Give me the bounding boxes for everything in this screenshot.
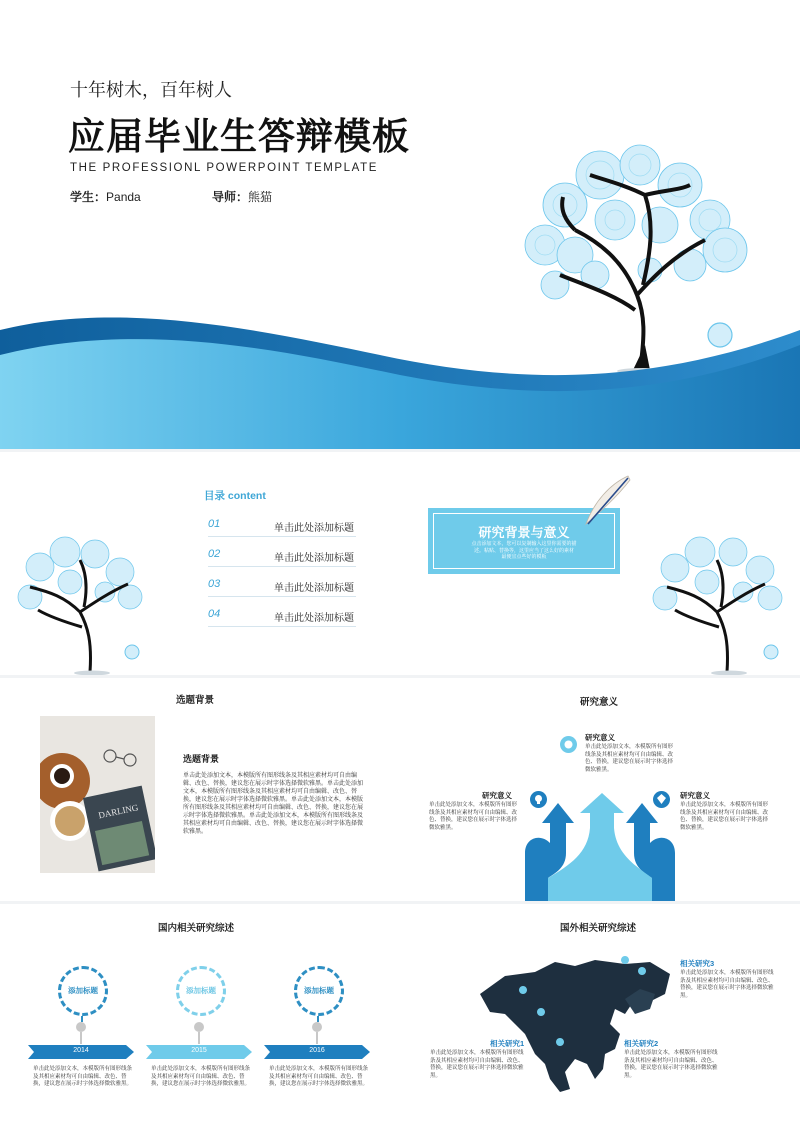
student-info xyxy=(70,188,141,205)
toc-label: 单击此处添加标题 xyxy=(274,613,354,624)
section-desc-line: 点击添加文本，您可以复制输入这里你需要的描 xyxy=(471,541,577,547)
timeline-label: 添加标题 xyxy=(68,986,98,995)
advisor-label: 导师： xyxy=(212,190,249,204)
toc-title: 目录 content xyxy=(204,490,266,502)
cover-wave-decoration xyxy=(0,300,800,452)
study-title: 相关研究1 xyxy=(490,1039,525,1048)
timeline-year: 2016 xyxy=(309,1047,325,1054)
section-description xyxy=(442,541,606,561)
study-title: 相关研究3 xyxy=(680,959,715,968)
advisor-info xyxy=(212,188,272,205)
section-desc-line: 最便宜点些好的模板 xyxy=(501,554,547,560)
section-desc-line: 述。粘贴、替换等，这里应当了这么好的素材 xyxy=(473,547,574,554)
toc-number: 01 xyxy=(208,518,221,530)
point-icon-circle xyxy=(560,736,577,753)
point-body: 单击此处添加文本，本模版所有图形线条及其相应素材均可自由编辑、改色、替换，建议您在展示时字体选择微软雅黑。 xyxy=(429,802,518,831)
coffee-book-photo xyxy=(40,716,155,873)
point-title: 研究意义 xyxy=(482,791,512,800)
feather-pen-icon xyxy=(580,472,640,532)
left-body-text: 单击此处添加文本，本模版所有图形线条及其相应素材均可自由编辑、改色、替换，建议您在展示时字体选择微软雅黑。单击此处添加文本，本模版所有图形线条及其相应素材均可自由编辑、改色、替换，建议您在展示时字体选择微软雅黑。单击此处添加文本，本模版所有图形线条及其相应素材均可自由编辑、改色、替换，建议您在展示时字体选择微软雅黑。单击此处添加文本，本模版所有图形线条及其相应素材均可自由编辑、改色、替换，建议您在展示时字体选择微软雅黑。 xyxy=(183,773,364,835)
toc-item-3[interactable] xyxy=(208,576,356,597)
student-label: 学生： xyxy=(70,190,107,204)
left-tree-illustration xyxy=(10,532,150,677)
cover-english-subtitle: THE PROFESSIONL POWERPOINT TEMPLATE xyxy=(70,162,378,174)
toc-label: 单击此处添加标题 xyxy=(274,583,354,594)
toc-number: 04 xyxy=(208,608,221,620)
toc-number: 02 xyxy=(208,548,221,560)
chart-icon xyxy=(560,736,577,753)
timeline-label: 添加标题 xyxy=(304,986,334,995)
student-name: Panda xyxy=(106,190,141,204)
slide-cover xyxy=(0,0,800,452)
left-heading: 国内相关研究综述 xyxy=(158,923,235,934)
toc-label: 单击此处添加标题 xyxy=(274,523,354,534)
point-title: 研究意义 xyxy=(680,791,710,800)
point-title: 研究意义 xyxy=(585,733,615,742)
timeline-stem xyxy=(316,1032,318,1044)
timeline-pin xyxy=(312,1022,322,1032)
cover-title: 应届毕业生答辩模板 xyxy=(68,116,410,157)
timeline-year: 2015 xyxy=(191,1047,207,1054)
study-body: 单击此处添加文本，本模版所有图形线条及其相应素材均可自由编辑、改色、替换，建议您在展示时字体选择微软雅黑。 xyxy=(624,1050,718,1079)
left-heading: 选题背景 xyxy=(176,695,215,706)
section-title: 研究背景与意义 xyxy=(478,525,570,540)
timeline-pin xyxy=(194,1022,204,1032)
timeline-body: 单击此处添加文本，本模版所有图形线条及其相应素材均可自由编辑、改色、替换，建议您在展示时字体选择微软雅黑。 xyxy=(151,1066,251,1087)
advisor-name: 熊猫 xyxy=(248,190,273,204)
timeline-body: 单击此处添加文本，本模版所有图形线条及其相应素材均可自由编辑、改色、替换，建议您在展示时字体选择微软雅黑。 xyxy=(269,1066,369,1087)
toc-item-2[interactable] xyxy=(208,546,356,567)
study-body: 单击此处添加文本，本模版所有图形线条及其相应素材均可自由编辑、改色、替换，建议您在展示时字体选择微软雅黑。 xyxy=(430,1050,524,1079)
growth-arrows-graphic xyxy=(520,793,680,904)
slide-literature-review xyxy=(0,904,800,1130)
right-heading: 研究意义 xyxy=(580,697,619,708)
timeline-body: 单击此处添加文本，本模版所有图形线条及其相应素材均可自由编辑、改色、替换，建议您在展示时字体选择微软雅黑。 xyxy=(33,1066,133,1087)
study-body: 单击此处添加文本，本模版所有图形线条及其相应素材均可自由编辑、改色、替换，建议您在展示时字体选择微软雅黑。 xyxy=(680,970,774,999)
point-body: 单击此处添加文本，本模版所有图形线条及其相应素材均可自由编辑、改色、替换，建议您在展示时字体选择微软雅黑。 xyxy=(680,802,769,831)
timeline-circle[interactable] xyxy=(176,966,226,1016)
right-heading: 国外相关研究综述 xyxy=(560,923,637,934)
timeline-circle[interactable] xyxy=(294,966,344,1016)
point-body: 单击此处添加文本，本模版所有图形线条及其相应素材均可自由编辑、改色、替换，建议您在展示时字体选择微软雅黑。 xyxy=(585,744,674,773)
toc-number: 03 xyxy=(208,578,221,590)
toc-label: 单击此处添加标题 xyxy=(274,553,354,564)
toc-item-1[interactable] xyxy=(208,516,356,537)
left-subheading: 选题背景 xyxy=(183,754,220,764)
toc-item-4[interactable] xyxy=(208,606,356,627)
slide-contents xyxy=(0,452,800,678)
timeline-stem xyxy=(80,1032,82,1044)
book-title-text: DARLING xyxy=(97,802,140,821)
timeline-circle[interactable] xyxy=(58,966,108,1016)
slide-background-significance xyxy=(0,678,800,904)
right-tree-illustration xyxy=(645,530,790,678)
study-title: 相关研究2 xyxy=(624,1039,659,1048)
timeline-label: 添加标题 xyxy=(186,986,216,995)
timeline-year: 2014 xyxy=(73,1047,89,1054)
timeline-pin xyxy=(76,1022,86,1032)
cover-subtitle: 十年树木，百年树人 xyxy=(70,80,232,100)
timeline-stem xyxy=(198,1032,200,1044)
